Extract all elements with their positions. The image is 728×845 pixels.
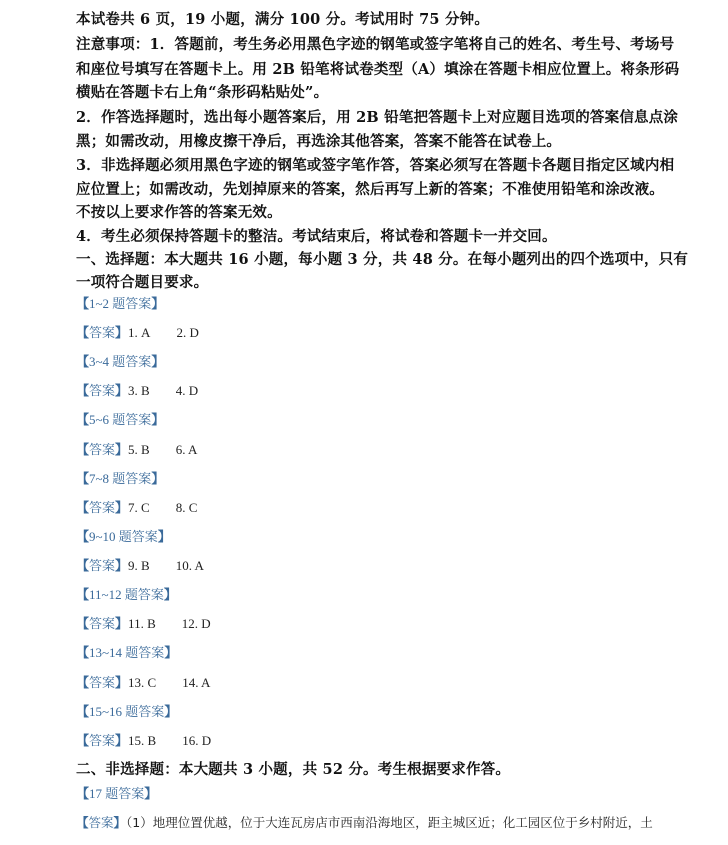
group-header-5-6: 【5~6 题答案】 — [76, 412, 165, 427]
group-header-1-2: 【1~2 题答案】 — [76, 296, 165, 311]
note3-line-3: 不按以上要求作答的答案无效。 — [76, 204, 282, 221]
answer-row-13-14: 【答案】13. C 14. A — [76, 675, 211, 690]
note2-line-1: 2．作答选择题时，选出每小题答案后，用 2B 铅笔把答题卡上对应题目选项的答案信息点涂 — [76, 109, 679, 126]
answer-row-1-2: 【答案】1. A 2. D — [76, 325, 199, 340]
group-header-13-14: 【13~14 题答案】 — [76, 645, 178, 660]
answer-row-17: 【答案】（1）地理位置优越，位于大连瓦房店市西南沿海地区，距主城区近；化工园区位于乡村附近，土 — [76, 815, 653, 830]
answer-row-9-10: 【答案】9. B 10. A — [76, 558, 204, 573]
note3-line-2: 应位置上；如需改动，先划掉原来的答案，然后再写上新的答案；不准使用铅笔和涂改液。 — [76, 181, 664, 198]
answer-row-5-6: 【答案】5. B 6. A — [76, 442, 198, 457]
group-header-7-8: 【7~8 题答案】 — [76, 471, 165, 486]
group-header-17: 【17 题答案】 — [76, 786, 158, 801]
notes-line-2: 和座位号填写在答题卡上。用 2B 铅笔将试卷类型（A）填涂在答题卡相应位置上。将条形码 — [76, 61, 680, 78]
notes-line-1: 注意事项：1．答题前，考生务必用黑色字迹的钢笔或签字笔将自己的姓名、考生号、考场号 — [76, 36, 675, 53]
answer-row-11-12: 【答案】11. B 12. D — [76, 616, 211, 631]
section2-title: 二、非选择题：本大题共 3 小题，共 52 分。考生根据要求作答。 — [76, 761, 511, 778]
note4: 4．考生必须保持答题卡的整洁。考试结束后，将试卷和答题卡一并交回。 — [76, 228, 557, 245]
group-header-3-4: 【3~4 题答案】 — [76, 354, 165, 369]
note3-line-1: 3．非选择题必须用黑色字迹的钢笔或签字笔作答，答案必须写在答题卡各题目指定区域内相 — [76, 157, 675, 174]
group-header-15-16: 【15~16 题答案】 — [76, 704, 178, 719]
group-header-9-10: 【9~10 题答案】 — [76, 529, 171, 544]
exam-info: 本试卷共 6 页，19 小题，满分 100 分。考试用时 75 分钟。 — [76, 11, 490, 28]
note2-line-2: 黑；如需改动，用橡皮擦干净后，再选涂其他答案，答案不能答在试卷上。 — [76, 133, 562, 150]
answer-row-7-8: 【答案】7. C 8. C — [76, 500, 198, 515]
answer-row-3-4: 【答案】3. B 4. D — [76, 383, 199, 398]
section1-title-line-1: 一、选择题：本大题共 16 小题，每小题 3 分，共 48 分。在每小题列出的四个选项中，只有 — [76, 251, 689, 268]
notes-line-3: 横贴在答题卡右上角“条形码粘贴处”。 — [76, 84, 329, 101]
group-header-11-12: 【11~12 题答案】 — [76, 587, 177, 602]
answer-row-15-16: 【答案】15. B 16. D — [76, 733, 212, 748]
section1-title-line-2: 一项符合题目要求。 — [76, 274, 209, 291]
